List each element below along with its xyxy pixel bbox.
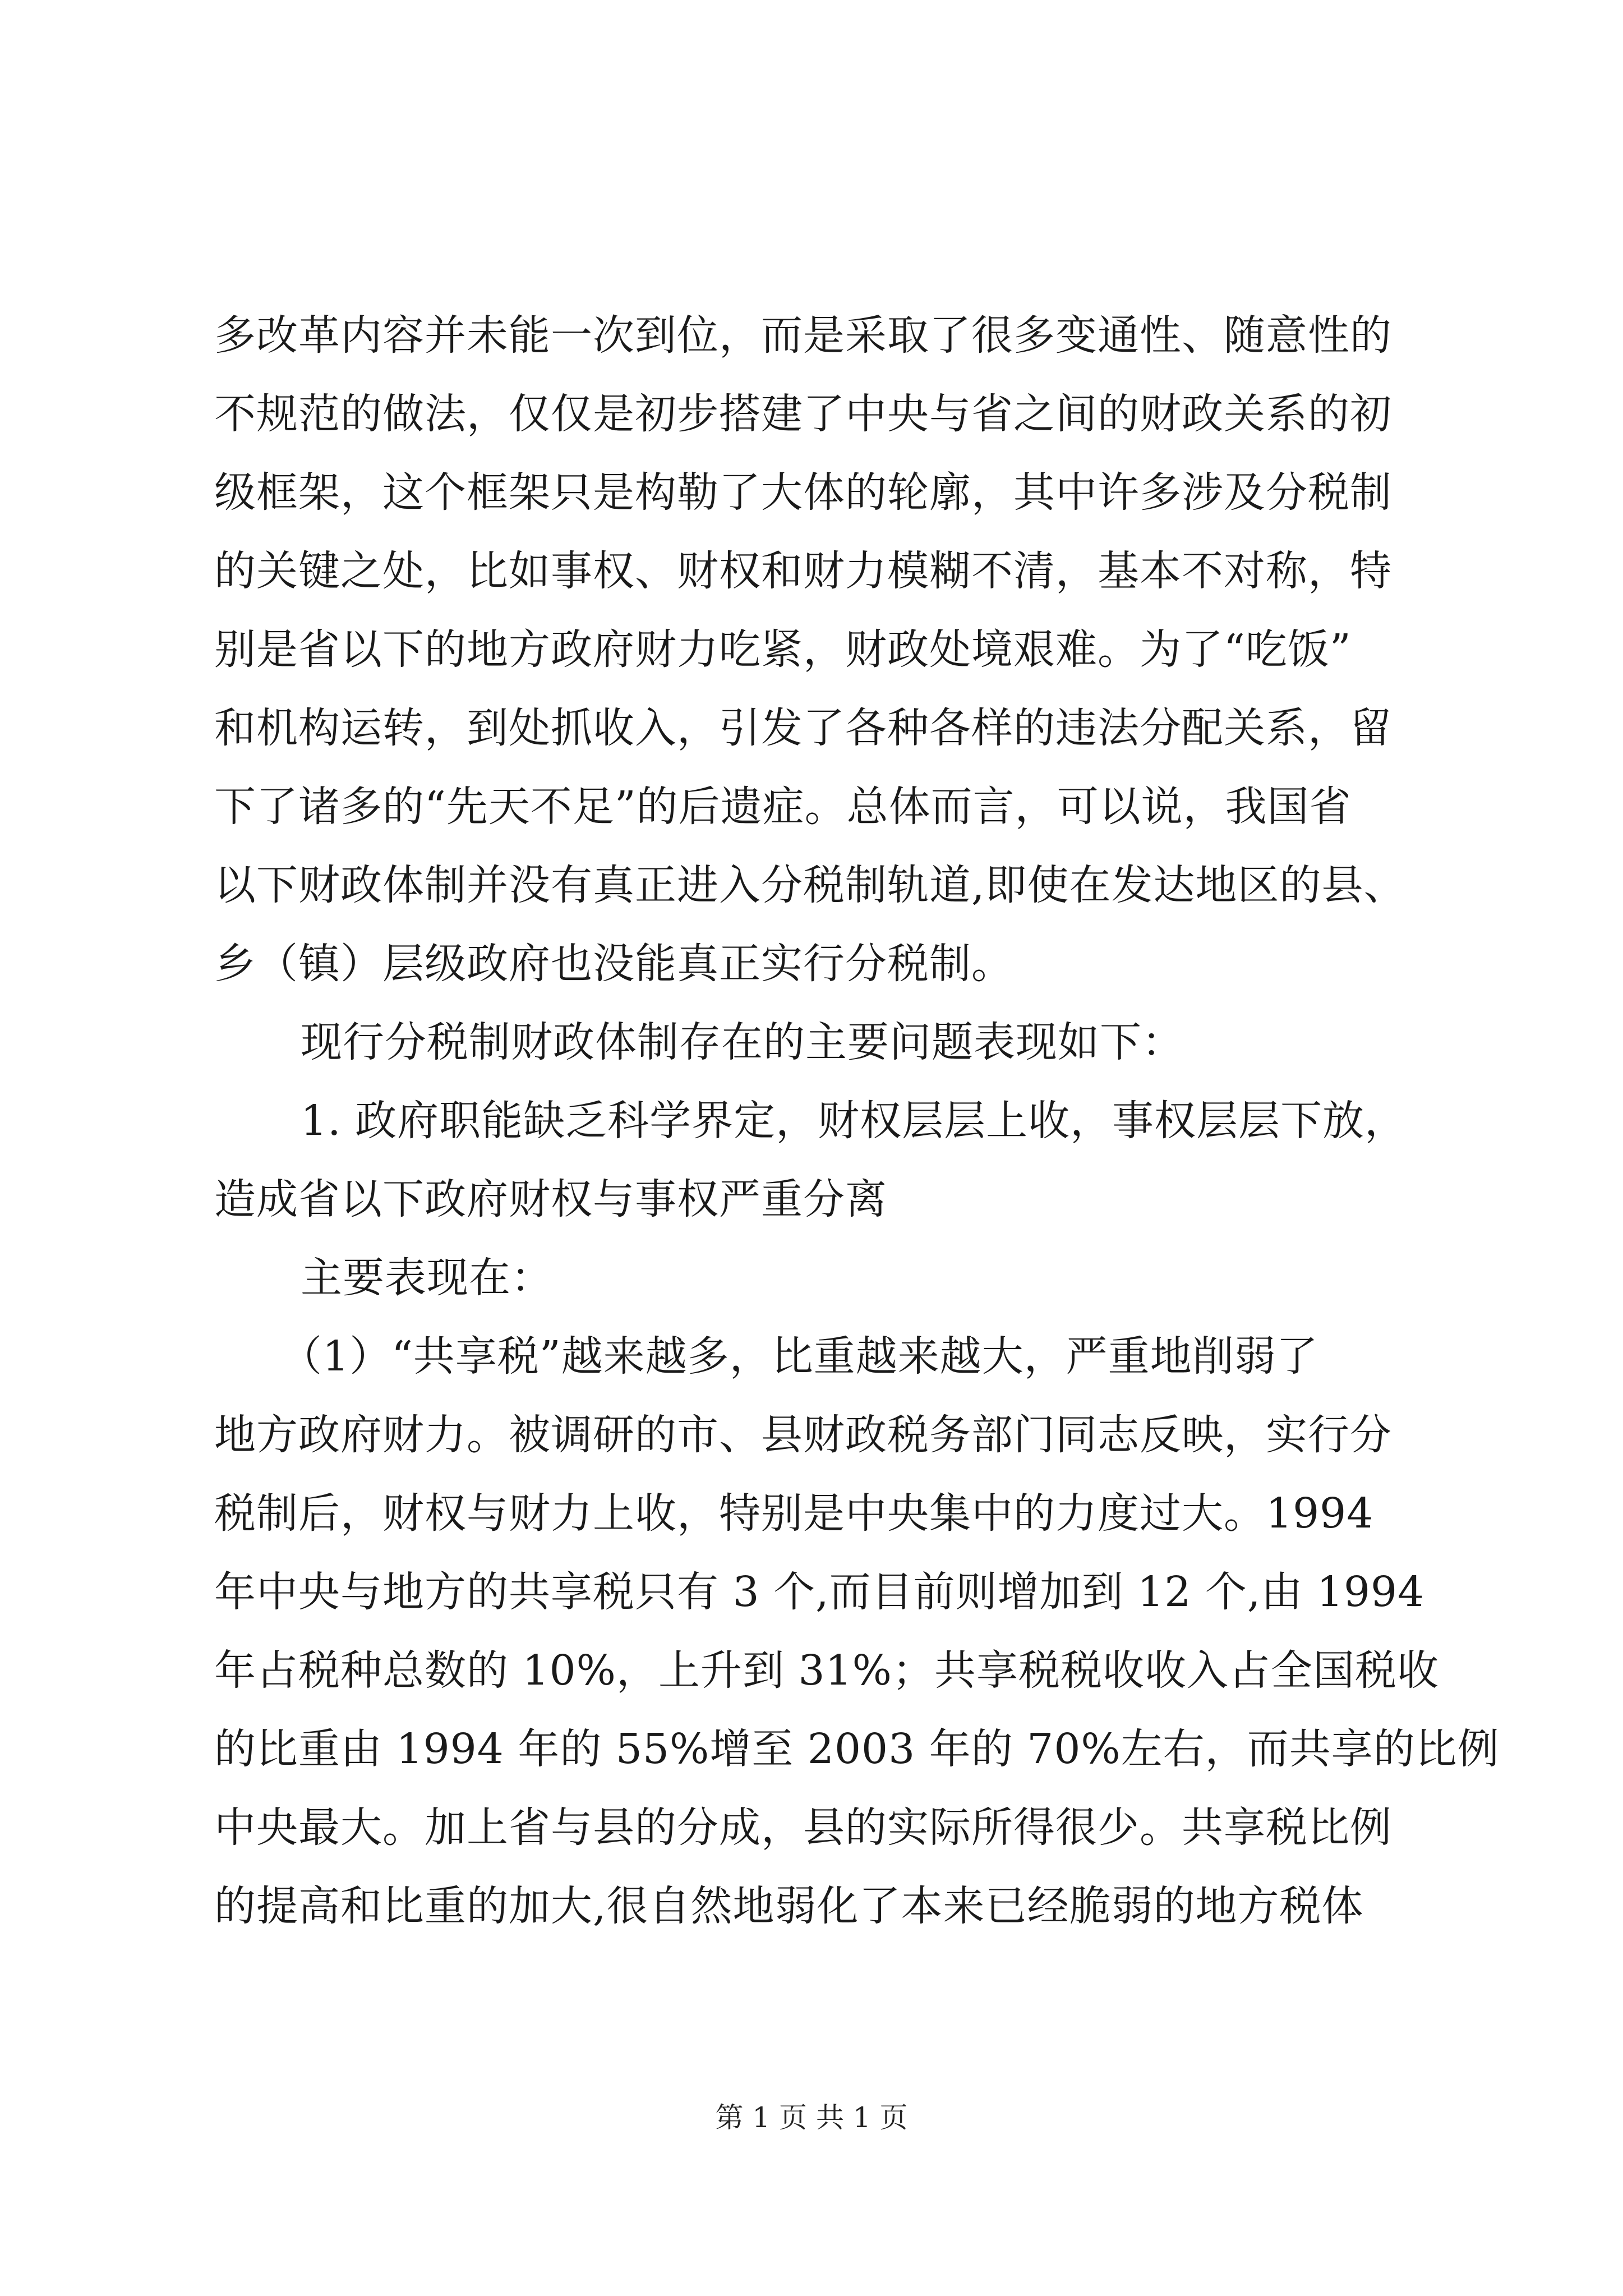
paragraph-line: 地方政府财力。被调研的市、县财政税务部门同志反映，实行分: [214, 1411, 1392, 1459]
section-heading: 造成省以下政府财权与事权严重分离: [214, 1175, 887, 1223]
paragraph-line: 年中央与地方的共享税只有 3 个,而目前则增加到 12 个,由 1994: [214, 1568, 1425, 1616]
paragraph-line: 现行分税制财政体制存在的主要问题表现如下：: [301, 1018, 1184, 1066]
paragraph-line: 乡（镇）层级政府也没能真正实行分税制。: [214, 940, 1013, 988]
paragraph-line: 主要表现在：: [301, 1254, 553, 1302]
paragraph-line: 税制后，财权与财力上收，特别是中央集中的力度过大。1994: [214, 1489, 1374, 1538]
section-heading: 1. 政府职能缺乏科学界定，财权层层上收，事权层层下放，: [301, 1097, 1407, 1145]
paragraph-line: 级框架，这个框架只是构勒了大体的轮廓，其中许多涉及分税制: [214, 468, 1392, 517]
paragraph-line: （1）“共享税”越来越多，比重越来越大，严重地削弱了: [280, 1332, 1318, 1381]
paragraph-line: 的比重由 1994 年的 55%增至 2003 年的 70%左右，而共享的比例: [214, 1725, 1500, 1773]
paragraph-line: 以下财政体制并没有真正进入分税制轨道,即使在发达地区的县、: [214, 861, 1406, 909]
page-number-footer: 第 1 页 共 1 页: [715, 2101, 908, 2134]
paragraph-line: 的关键之处，比如事权、财权和财力模糊不清，基本不对称，特: [214, 547, 1392, 595]
paragraph-line: 不规范的做法，仅仅是初步搭建了中央与省之间的财政关系的初: [214, 390, 1392, 438]
paragraph-line: 和机构运转，到处抓收入，引发了各种各样的违法分配关系，留: [214, 704, 1392, 752]
paragraph-line: 中央最大。加上省与县的分成，县的实际所得很少。共享税比例: [214, 1803, 1392, 1852]
paragraph-line: 下了诸多的“先天不足”的后遗症。总体而言，可以说，我国省: [214, 783, 1352, 831]
paragraph-line: 年占税种总数的 10%，上升到 31%；共享税税收收入占全国税收: [214, 1646, 1439, 1695]
paragraph-line: 多改革内容并未能一次到位，而是采取了很多变通性、随意性的: [214, 311, 1392, 360]
paragraph-line: 别是省以下的地方政府财力吃紧，财政处境艰难。为了“吃饭”: [214, 625, 1352, 674]
paragraph-line: 的提高和比重的加大,很自然地弱化了本来已经脆弱的地方税体: [214, 1882, 1364, 1930]
